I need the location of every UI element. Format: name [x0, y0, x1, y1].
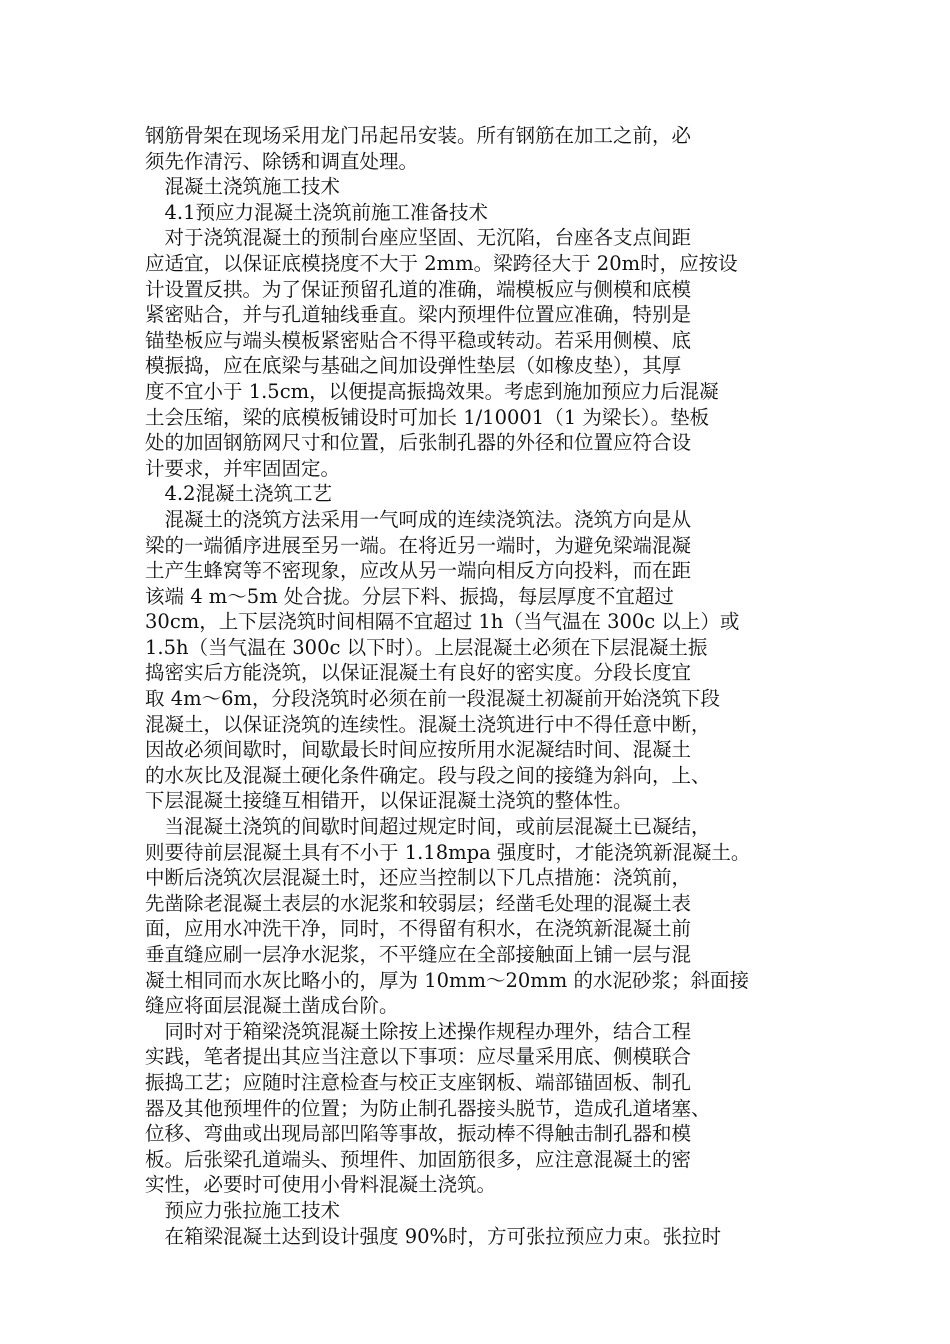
text-line: 垂直缝应刷一层净水泥浆，不平缝应在全部接触面上铺一层与混: [145, 943, 692, 966]
text-line: 应适宜，以保证底模挠度不大于 2mm。梁跨径大于 20m时，应按设: [145, 251, 738, 275]
text-line: 梁的一端循序进展至另一端。在将近另一端时，为避免梁端混凝: [145, 533, 692, 557]
text-line: 的水灰比及混凝土硬化条件确定。段与段之间的接缝为斜向，上、: [145, 763, 711, 787]
text-line: 下层混凝土接缝互相错开，以保证混凝土浇筑的整体性。: [145, 789, 633, 813]
text-line: 取 4m～6m，分段浇筑时必须在前一段混凝土初凝前开始浇筑下段: [145, 687, 720, 711]
text-line: 1.5h（当气温在 300c 以下时）。上层混凝土必须在下层混凝土振: [145, 635, 708, 659]
section-heading: 预应力张拉施工技术: [145, 1198, 341, 1222]
text-line: 先凿除老混凝土表层的水泥浆和较弱层；经凿毛处理的混凝土表: [145, 891, 692, 915]
text-line: 处的加固钢筋网尺寸和位置，后张制孔器的外径和位置应符合设: [145, 431, 692, 455]
text-line: 30cm，上下层浇筑时间相隔不宜超过 1h（当气温在 300c 以上）或: [145, 610, 740, 634]
text-line: 板。后张梁孔道端头、预埋件、加固筋很多，应注意混凝土的密: [145, 1147, 692, 1171]
text-line: 混凝土，以保证浇筑的连续性。混凝土浇筑进行中不得任意中断，: [145, 712, 711, 736]
text-line: 计设置反拱。为了保证预留孔道的准确，端模板应与侧模和底模: [145, 277, 692, 301]
text-line: 须先作清污、除锈和调直处理。: [145, 149, 419, 173]
section-heading: 混凝土浇筑施工技术: [145, 175, 341, 199]
text-line: 度不宜小于 1.5cm，以便提高振捣效果。考虑到施加预应力后混凝: [145, 379, 719, 403]
subsection-heading: 4.2混凝土浇筑工艺: [145, 482, 333, 506]
text-line: 因故必须间歇时，间歇最长时间应按所用水泥凝结时间、混凝土: [145, 738, 692, 762]
subsection-heading: 4.1预应力混凝土浇筑前施工准备技术: [145, 200, 489, 224]
text-line: 实践，笔者提出其应当注意以下事项：应尽量采用底、侧模联合: [145, 1045, 692, 1069]
text-line: 计要求，并牢固固定。: [145, 456, 341, 480]
text-line: 当混凝土浇筑的间歇时间超过规定时间，或前层混凝土已凝结，: [145, 815, 711, 839]
text-line: 土产生蜂窝等不密现象，应改从另一端向相反方向投料，而在距: [145, 559, 692, 583]
text-line: 中断后浇筑次层混凝土时，还应当控制以下几点措施：浇筑前，: [145, 866, 692, 890]
text-line: 器及其他预埋件的位置；为防止制孔器接头脱节，造成孔道堵塞、: [145, 1096, 711, 1120]
text-line: 该端 4 m～5m 处合拢。分层下料、振捣，每层厚度不宜超过: [145, 584, 674, 608]
text-line: 面，应用水冲洗干净，同时，不得留有积水，在浇筑新混凝土前: [145, 917, 692, 941]
text-line: 对于浇筑混凝土的预制台座应坚固、无沉陷，台座各支点间距: [145, 226, 692, 250]
text-line: 土会压缩，梁的底模板铺设时可加长 1/10001（1 为梁长）。垫板: [145, 405, 710, 429]
text-line: 同时对于箱梁浇筑混凝土除按上述操作规程办理外，结合工程: [145, 1019, 692, 1043]
text-line: 在箱梁混凝土达到设计强度 90%时，方可张拉预应力束。张拉时: [145, 1224, 722, 1248]
text-line: 则要待前层混凝土具有不小于 1.18mpa 强度时，才能浇筑新混凝土。: [145, 840, 751, 864]
text-line: 模振捣，应在底梁与基础之间加设弹性垫层（如橡皮垫），其厚: [145, 354, 682, 378]
text-line: 锚垫板应与端头模板紧密贴合不得平稳或转动。若采用侧模、底: [145, 328, 692, 352]
text-line: 紧密贴合，并与孔道轴线垂直。梁内预埋件位置应准确，特别是: [145, 303, 692, 327]
text-line: 捣密实后方能浇筑，以保证混凝土有良好的密实度。分段长度宜: [145, 661, 692, 685]
text-line: 凝土相同而水灰比略小的，厚为 10mm～20mm 的水泥砂浆；斜面接: [145, 968, 749, 992]
text-line: 钢筋骨架在现场采用龙门吊起吊安装。所有钢筋在加工之前，必: [145, 124, 692, 147]
text-line: 缝应将面层混凝土凿成台阶。: [145, 994, 399, 1018]
document-body: [145, 123, 815, 1249]
text-line: 实性，必要时可使用小骨料混凝土浇筑。: [145, 1173, 497, 1197]
text-line: 混凝土的浇筑方法采用一气呵成的连续浇筑法。浇筑方向是从: [145, 507, 692, 531]
text-line: 振捣工艺；应随时注意检查与校正支座钢板、端部锚固板、制孔: [145, 1070, 692, 1094]
text-line: 位移、弯曲或出现局部凹陷等事故，振动棒不得触击制孔器和模: [145, 1122, 692, 1146]
